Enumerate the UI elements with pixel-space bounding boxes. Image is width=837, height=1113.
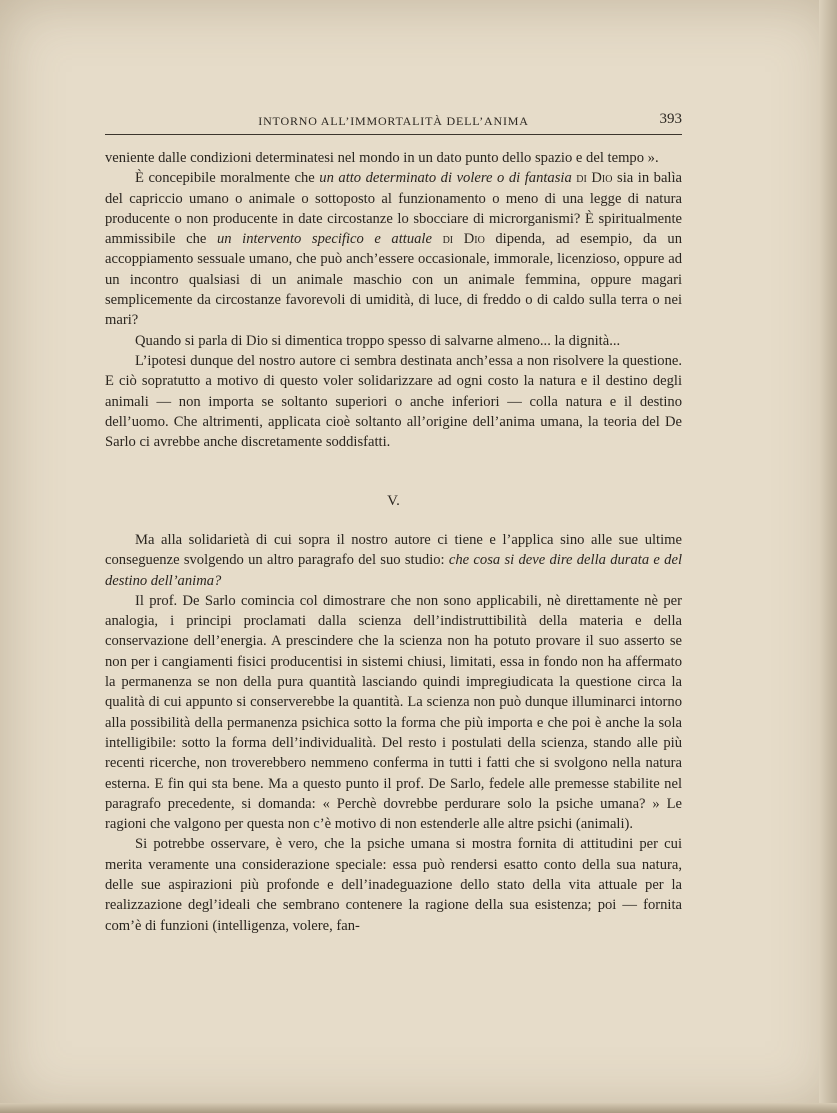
section-heading: V. [387,493,400,509]
text-run-italic: un intervento specifico e attuale [216,231,432,248]
text-run-smallcaps: di Dio [442,231,485,248]
paragraph [105,834,682,935]
paragraph [105,148,682,168]
text-run: Ma alla solidarietà di cui sopra il nostro autore ci tiene e l’applica sino alle sue ultime conseguenze svolgendo un altro paragrafo del suo studio: [105,532,682,569]
page-edge-right [819,0,837,1113]
paragraph [105,591,682,835]
running-title: INTORNO ALL’IMMORTALITÀ DELL’ANIMA [258,114,529,128]
text-run-italic: un atto determinato di volere o di fantasia [319,170,572,187]
text-run: Il prof. De Sarlo comincia col dimostrare che non sono applicabili, nè direttamente nè per analogia, i principi proclamati dalla scienza dell’indistruttibilità della materia e della conservazione dell’energia. A prescindere che la scienza non ha potuto provare il suo asserto se non per i cangiamenti fisici producentisi in sistemi chiusi, limitati, essa in fondo non ha affermato la permanenza se non della pura quantità lasciando quindi impregiudicata la questione circa la qualità di cui appunto si conserverebbe la quantità. La scienza non può dunque illuminarci intorno alla possibilità della permanenza psichica sotto la forma che più importa e che poi è anche la sola intelligibile: sotto la forma dell’individualità. Del resto i postulati della scienza, stando alle più recenti ricerche, non troverebbero nemmeno conferma in tutti i fatti che si svolgono nella natura esterna. E fin qui sta bene. Ma a questo punto il prof. De Sarlo, fedele alle premesse stabilite nel paragrafo precedente, si domanda: « Perchè dovrebbe perdurare solo la psiche umana? » Le ragioni che valgono per questa non c’è motivo di non estenderle alle altre psichi (animali). [105,592,682,833]
paragraph [105,530,682,591]
page-edge-bottom [0,1103,837,1113]
text-run: Quando si parla di Dio si dimentica troppo spesso di salvarne almeno... la dignità... [135,332,621,349]
running-header [105,110,682,135]
text-block-top [105,148,682,452]
text-run: Si potrebbe osservare, è vero, che la psiche umana si mostra fornita di attitudini per cui merita veramente una considerazione speciale: essa può rendersi esatto conto della sua natura, delle sue aspirazioni più profonde e dell’inadeguazione dello stato della vita attuale per la realizzazione degl’ideali che sembrano contenere la ragione della sua esistenza; poi — fornita com’è di funzioni (intelligenza, volere, fan- [105,836,682,934]
text-run: sia in balìa del capriccio umano o animale o sottoposto al funzionamento o meno di una legge di natura producente o non producente in date circostanze lo sbocciare di microrganismi? È spiritualmente ammissibile che [105,170,683,248]
text-run: È concepibile moralmente che [135,170,320,187]
paragraph [105,168,682,330]
paragraph [105,351,682,452]
text-run-italic: che cosa si deve dire della durata e del destino dell’anima? [105,552,682,589]
text-block-bottom [105,530,682,936]
text-run: veniente dalle condizioni determinatesi nel mondo in un dato punto dello spazio e del tempo ». [105,150,659,166]
paragraph [105,331,682,351]
page-number: 393 [659,111,682,127]
text-run [432,231,443,247]
text-run: dipenda, ad esempio, da un accoppiamento sessuale umano, che può anch’essere occasionale, immorale, licenzioso, oppure ad un incontro qualsiasi di un animale maschio con un animale femmina, oppure magari semplicemente da circostanze favorevoli di umidità, di luce, di freddo o di caldo sulla terra o nei mari? [105,231,683,329]
text-run-smallcaps: di Dio [576,170,613,187]
text-run: L’ipotesi dunque del nostro autore ci sembra destinata anch’essa a non risolvere la questione. E ciò sopratutto a motivo di questo voler solidarizzare ad ogni costo la natura e il destino degli animali — non importa se soltanto superiori o anche inferiori — colla natura e il destino dell’uomo. Che altrimenti, applicata cioè soltanto all’origine dell’anima umana, la teoria del De Sarlo ci avrebbe anche discretamente soddisfatti. [105,352,682,451]
